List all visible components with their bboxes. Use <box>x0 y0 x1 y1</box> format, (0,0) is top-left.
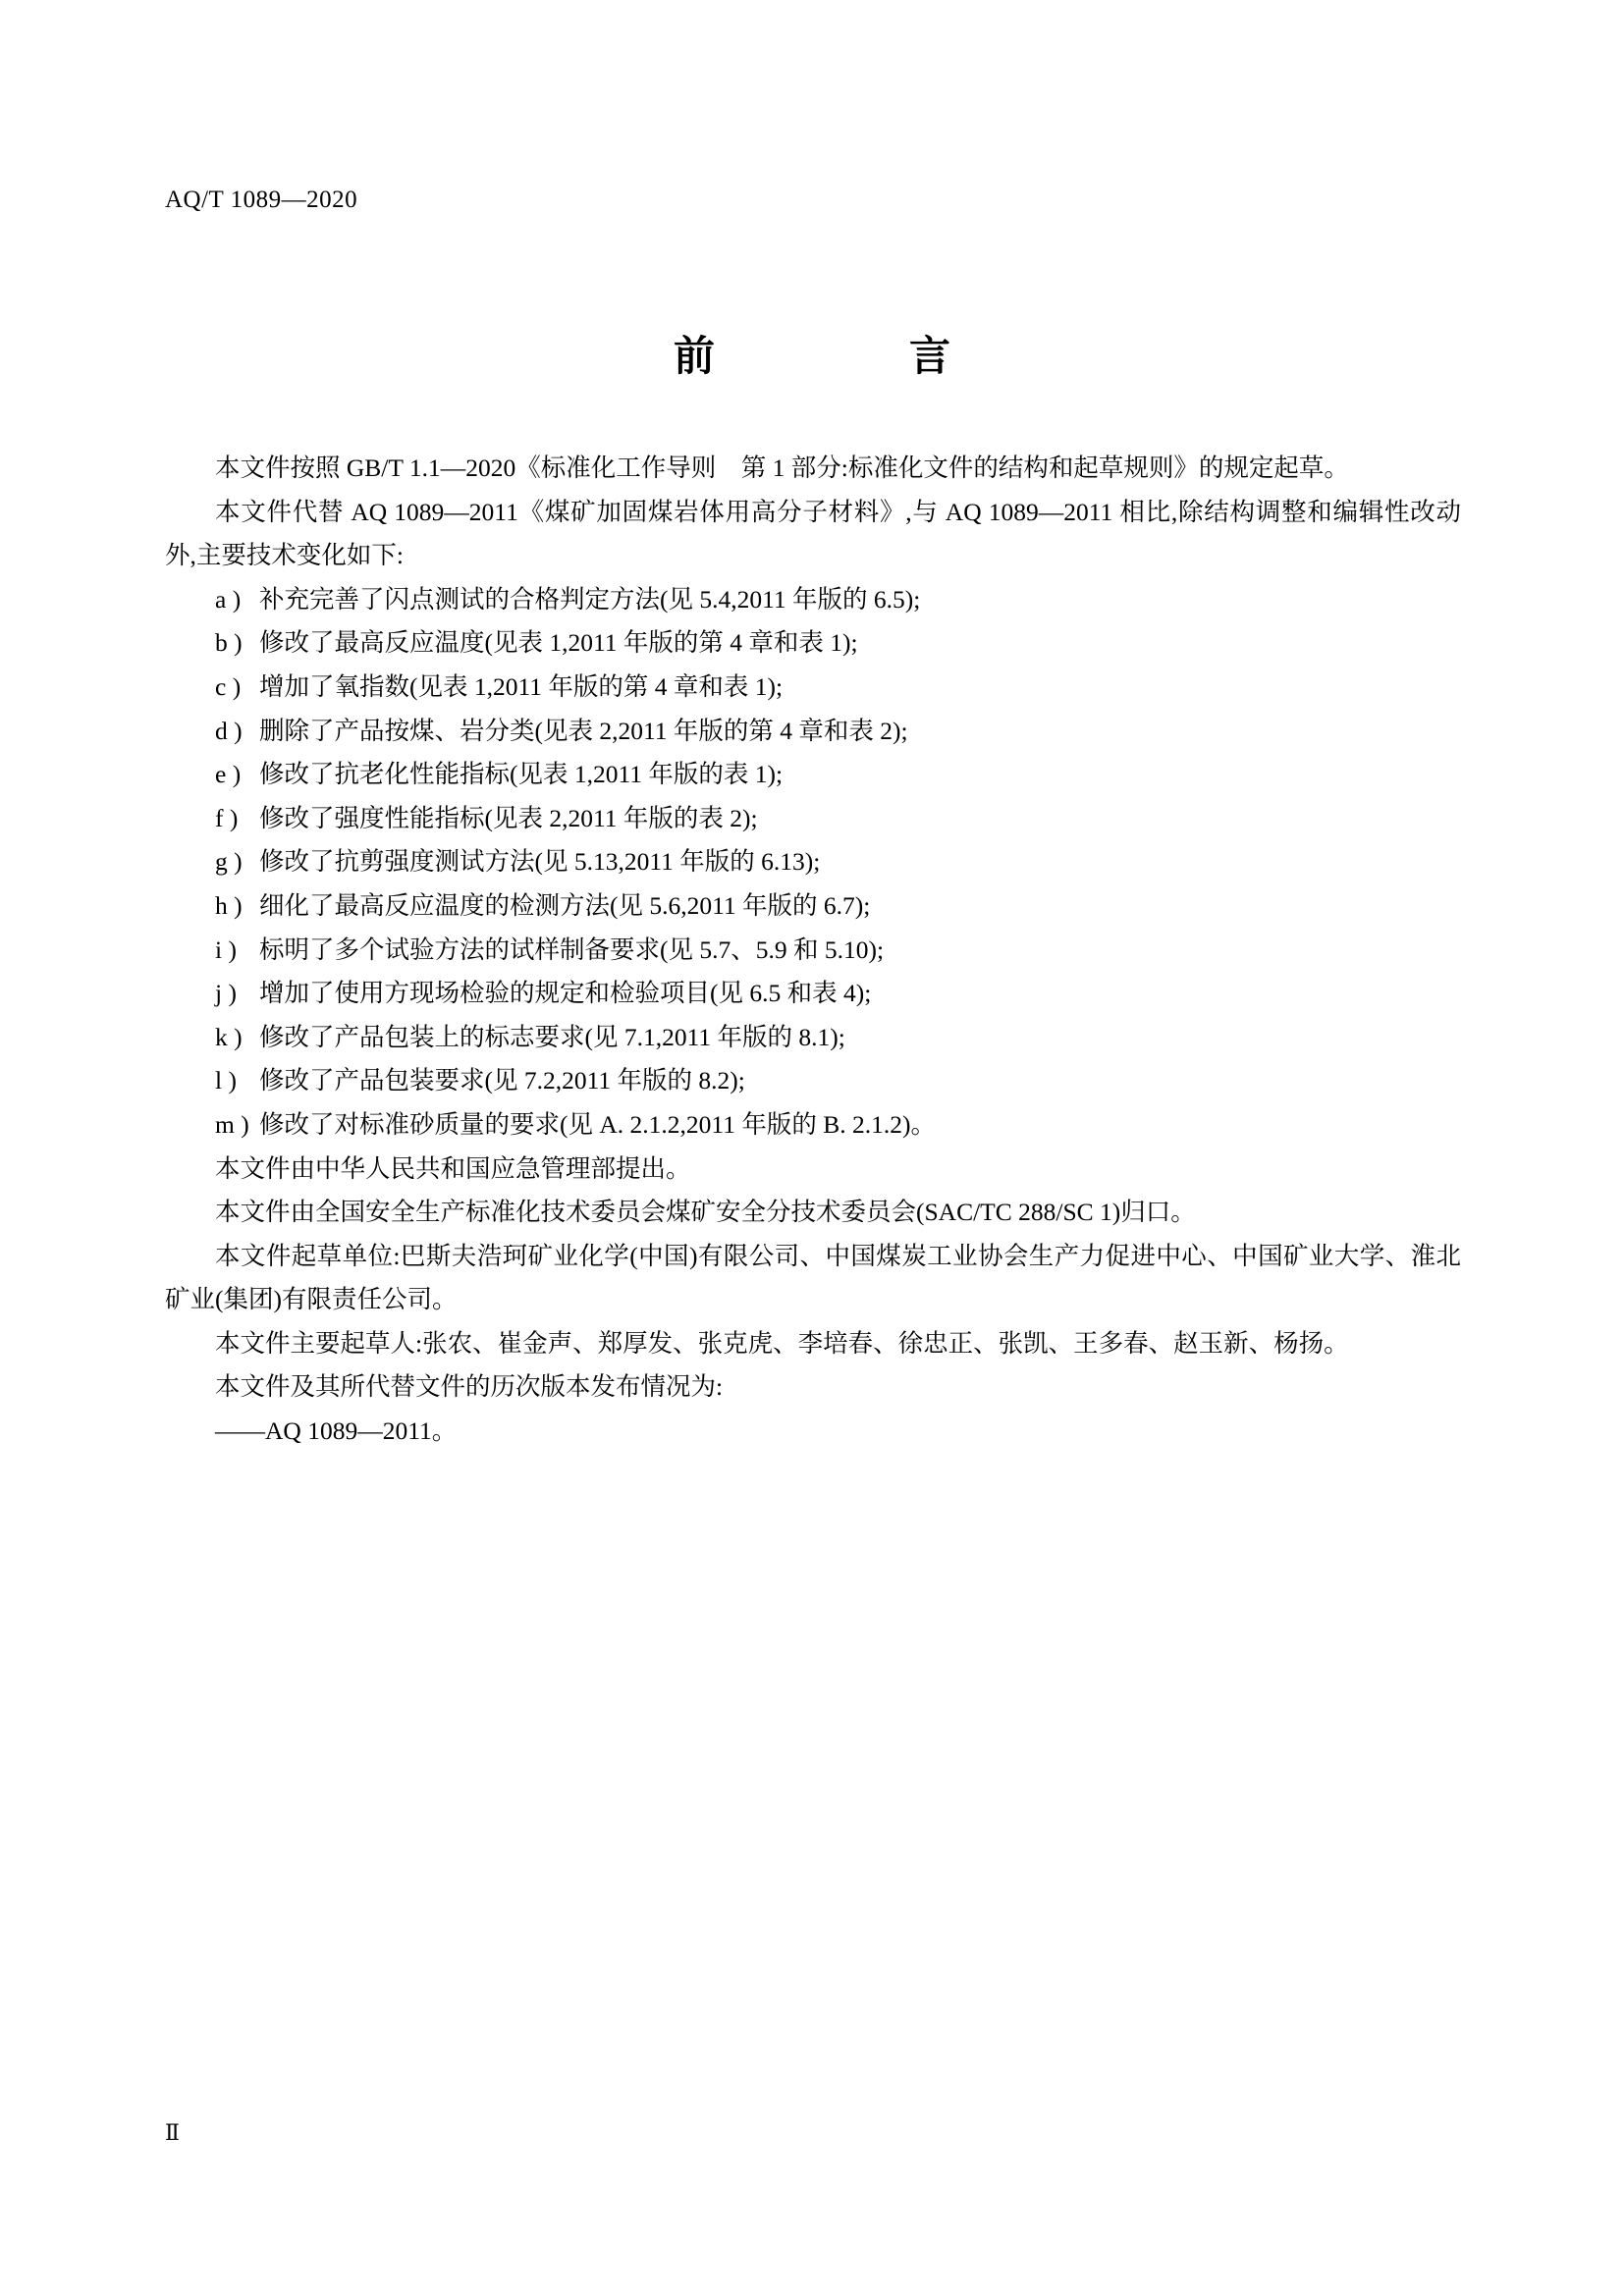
list-item-label: 增加了氧指数(见表 1,2011 年版的第 4 章和表 1); <box>259 671 784 701</box>
list-item-marker: b ) <box>215 628 243 658</box>
list-item-label: 标明了多个试验方法的试样制备要求(见 5.7、5.9 和 5.10); <box>259 934 885 964</box>
list-item <box>165 1016 1461 1060</box>
paragraph-drafting-units: 本文件起草单位:巴斯夫浩珂矿业化学(中国)有限公司、中国煤炭工业协会生产力促进中心、中国矿业大学、淮北矿业(集团)有限责任公司。 <box>165 1241 1461 1314</box>
list-item <box>165 1059 1461 1103</box>
list-item <box>165 710 1461 754</box>
list-item <box>165 578 1461 622</box>
list-item-marker: k ) <box>215 1022 243 1051</box>
list-item-label: 删除了产品按煤、岩分类(见表 2,2011 年版的第 4 章和表 2); <box>259 716 908 745</box>
paragraph-version-history-item: ——AQ 1089—2011。 <box>215 1416 458 1446</box>
list-item <box>165 929 1461 973</box>
page-number: Ⅱ <box>165 2120 180 2145</box>
paragraph-version-history-intro: 本文件及其所代替文件的历次版本发布情况为: <box>215 1372 724 1402</box>
document-body <box>165 447 1461 1454</box>
list-item-label: 细化了最高反应温度的检测方法(见 5.6,2011 年版的 6.7); <box>259 890 871 920</box>
paragraph-replacement-note: 本文件代替 AQ 1089—2011《煤矿加固煤岩体用高分子材料》,与 AQ 1089—2011 相比,除结构调整和编辑性改动外,主要技术变化如下: <box>165 497 1461 570</box>
paragraph-proposer: 本文件由中华人民共和国应急管理部提出。 <box>215 1153 691 1183</box>
page-header-standard-code: AQ/T 1089—2020 <box>165 187 358 213</box>
list-item-marker: i ) <box>215 934 237 964</box>
list-item <box>165 840 1461 884</box>
paragraph-scope-basis: 本文件按照 GB/T 1.1—2020《标准化工作导则 第 1 部分:标准化文件的结构和起草规则》的规定起草。 <box>215 454 1349 482</box>
list-item-marker: m ) <box>215 1109 249 1139</box>
list-item-marker: d ) <box>215 716 243 745</box>
list-item-label: 增加了使用方现场检验的规定和检验项目(见 6.5 和表 4); <box>259 979 872 1008</box>
list-item-label: 修改了对标准砂质量的要求(见 A. 2.1.2,2011 年版的 B. 2.1.2)。 <box>259 1109 936 1139</box>
list-item <box>165 972 1461 1016</box>
list-item <box>165 666 1461 710</box>
list-item-marker: e ) <box>215 760 242 789</box>
list-item-marker: l ) <box>215 1066 237 1095</box>
list-item <box>165 621 1461 666</box>
list-item-marker: j ) <box>215 979 237 1008</box>
list-item-marker: c ) <box>215 671 242 701</box>
list-item <box>165 797 1461 841</box>
list-item <box>165 1103 1461 1148</box>
list-item-marker: h ) <box>215 890 243 920</box>
paragraph-committee: 本文件由全国安全生产标准化技术委员会煤矿安全分技术委员会(SAC/TC 288/SC 1)归口。 <box>215 1198 1196 1227</box>
list-item-label: 修改了产品包装要求(见 7.2,2011 年版的 8.2); <box>259 1066 745 1095</box>
list-item <box>165 753 1461 797</box>
page-title: 前 言 <box>673 332 988 380</box>
list-item-label: 修改了抗老化性能指标(见表 1,2011 年版的表 1); <box>259 760 784 789</box>
list-item-label: 修改了最高反应温度(见表 1,2011 年版的第 4 章和表 1); <box>259 628 858 658</box>
list-item-marker: g ) <box>215 847 243 877</box>
list-item-label: 修改了产品包装上的标志要求(见 7.1,2011 年版的 8.1); <box>259 1022 845 1051</box>
paragraph-main-drafters: 本文件主要起草人:张农、崔金声、郑厚发、张克虎、李培春、徐忠正、张凯、王多春、赵玉新、杨扬。 <box>215 1328 1349 1358</box>
list-item-marker: a ) <box>215 584 242 614</box>
list-item-marker: f ) <box>215 803 239 832</box>
list-item-label: 补充完善了闪点测试的合格判定方法(见 5.4,2011 年版的 6.5); <box>259 584 921 614</box>
list-item-label: 修改了抗剪强度测试方法(见 5.13,2011 年版的 6.13); <box>259 847 821 877</box>
list-item-label: 修改了强度性能指标(见表 2,2011 年版的表 2); <box>259 803 758 832</box>
list-item <box>165 884 1461 929</box>
